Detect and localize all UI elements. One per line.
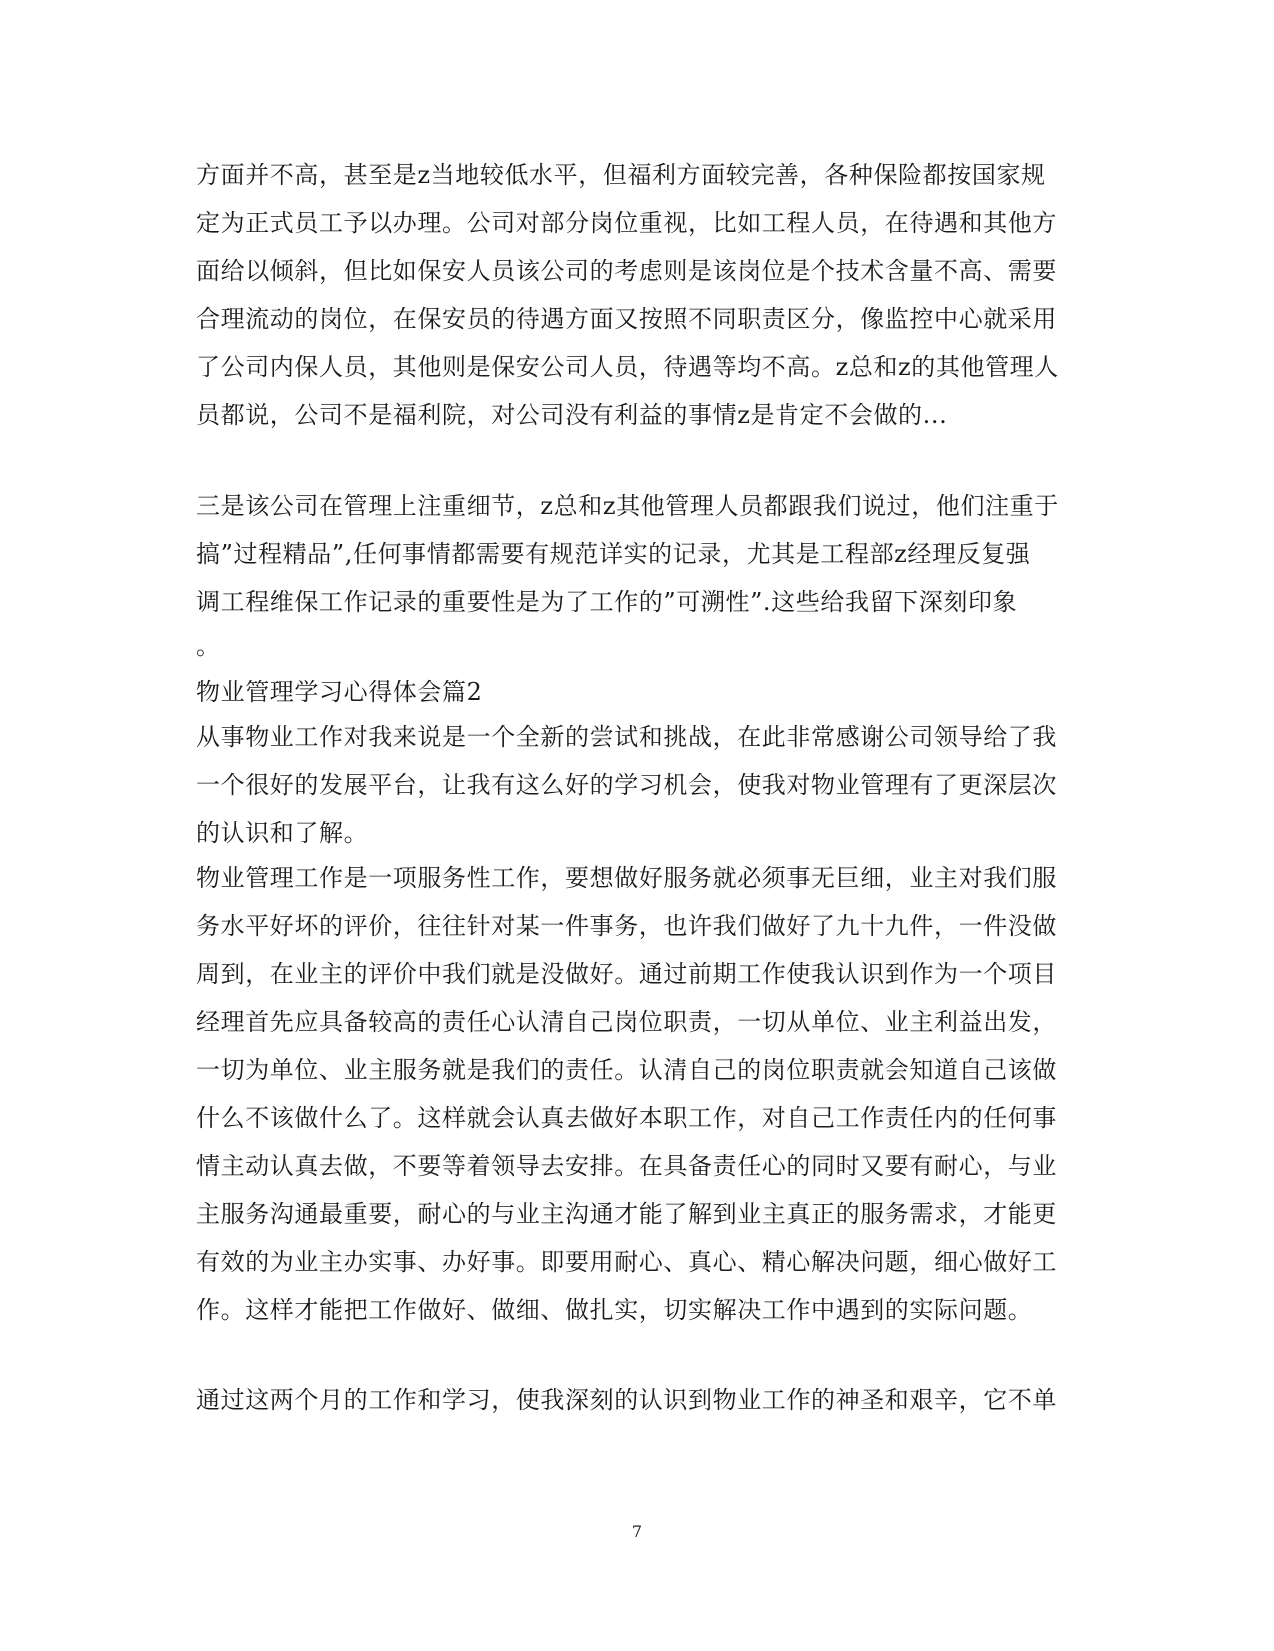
text-line: 合理流动的岗位，在保安员的待遇方面又按照不同职责区分，像监控中心就采用: [196, 305, 1057, 333]
text-line: 定为正式员工予以办理。公司对部分岗位重视，比如工程人员，在待遇和其他方: [196, 209, 1057, 237]
text-line: 的认识和了解。: [196, 819, 369, 847]
text-line: 主服务沟通最重要，耐心的与业主沟通才能了解到业主真正的服务需求，才能更: [196, 1200, 1057, 1228]
text-line: 周到，在业主的评价中我们就是没做好。通过前期工作使我认识到作为一个项目: [196, 960, 1057, 988]
text-line: 三是该公司在管理上注重细节，z总和z其他管理人员都跟我们说过，他们注重于: [196, 492, 1059, 520]
section-heading: 物业管理学习心得体会篇2: [196, 678, 483, 706]
text-line: 经理首先应具备较高的责任心认清自己岗位职责，一切从单位、业主利益出发，: [196, 1008, 1057, 1036]
text-line: 了公司内保人员，其他则是保安公司人员，待遇等均不高。z总和z的其他管理人: [196, 353, 1059, 381]
text-line: 物业管理工作是一项服务性工作，要想做好服务就必须事无巨细，业主对我们服: [196, 864, 1057, 892]
page-number: 7: [631, 1522, 643, 1541]
text-line: 面给以倾斜，但比如保安人员该公司的考虑则是该岗位是个技术含量不高、需要: [196, 257, 1057, 285]
text-line: 务水平好坏的评价，往往针对某一件事务，也许我们做好了九十九件，一件没做: [196, 912, 1057, 940]
text-line: 作。这样才能把工作做好、做细、做扎实，切实解决工作中遇到的实际问题。: [196, 1296, 1033, 1324]
text-line: 从事物业工作对我来说是一个全新的尝试和挑战，在此非常感谢公司领导给了我: [196, 723, 1057, 751]
text-line: 员都说，公司不是福利院，对公司没有利益的事情z是肯定不会做的...: [196, 401, 948, 429]
text-line: 有效的为业主办实事、办好事。即要用耐心、真心、精心解决问题，细心做好工: [196, 1248, 1057, 1276]
text-line: 通过这两个月的工作和学习，使我深刻的认识到物业工作的神圣和艰辛，它不单: [196, 1386, 1057, 1414]
text-line: 情主动认真去做，不要等着领导去安排。在具备责任心的同时又要有耐心，与业: [196, 1152, 1057, 1180]
text-line: 一个很好的发展平台，让我有这么好的学习机会，使我对物业管理有了更深层次: [196, 771, 1057, 799]
text-line: 。: [196, 632, 221, 660]
text-line: 什么不该做什么了。这样就会认真去做好本职工作，对自己工作责任内的任何事: [196, 1104, 1057, 1132]
text-line: 调工程维保工作记录的重要性是为了工作的”可溯性”.这些给我留下深刻印象: [196, 588, 1018, 616]
text-line: 方面并不高，甚至是z当地较低水平，但福利方面较完善，各种保险都按国家规: [196, 161, 1046, 189]
text-line: 搞”过程精品”,任何事情都需要有规范详实的记录，尤其是工程部z经理反复强: [196, 540, 1031, 568]
text-line: 一切为单位、业主服务就是我们的责任。认清自己的岗位职责就会知道自己该做: [196, 1056, 1057, 1084]
